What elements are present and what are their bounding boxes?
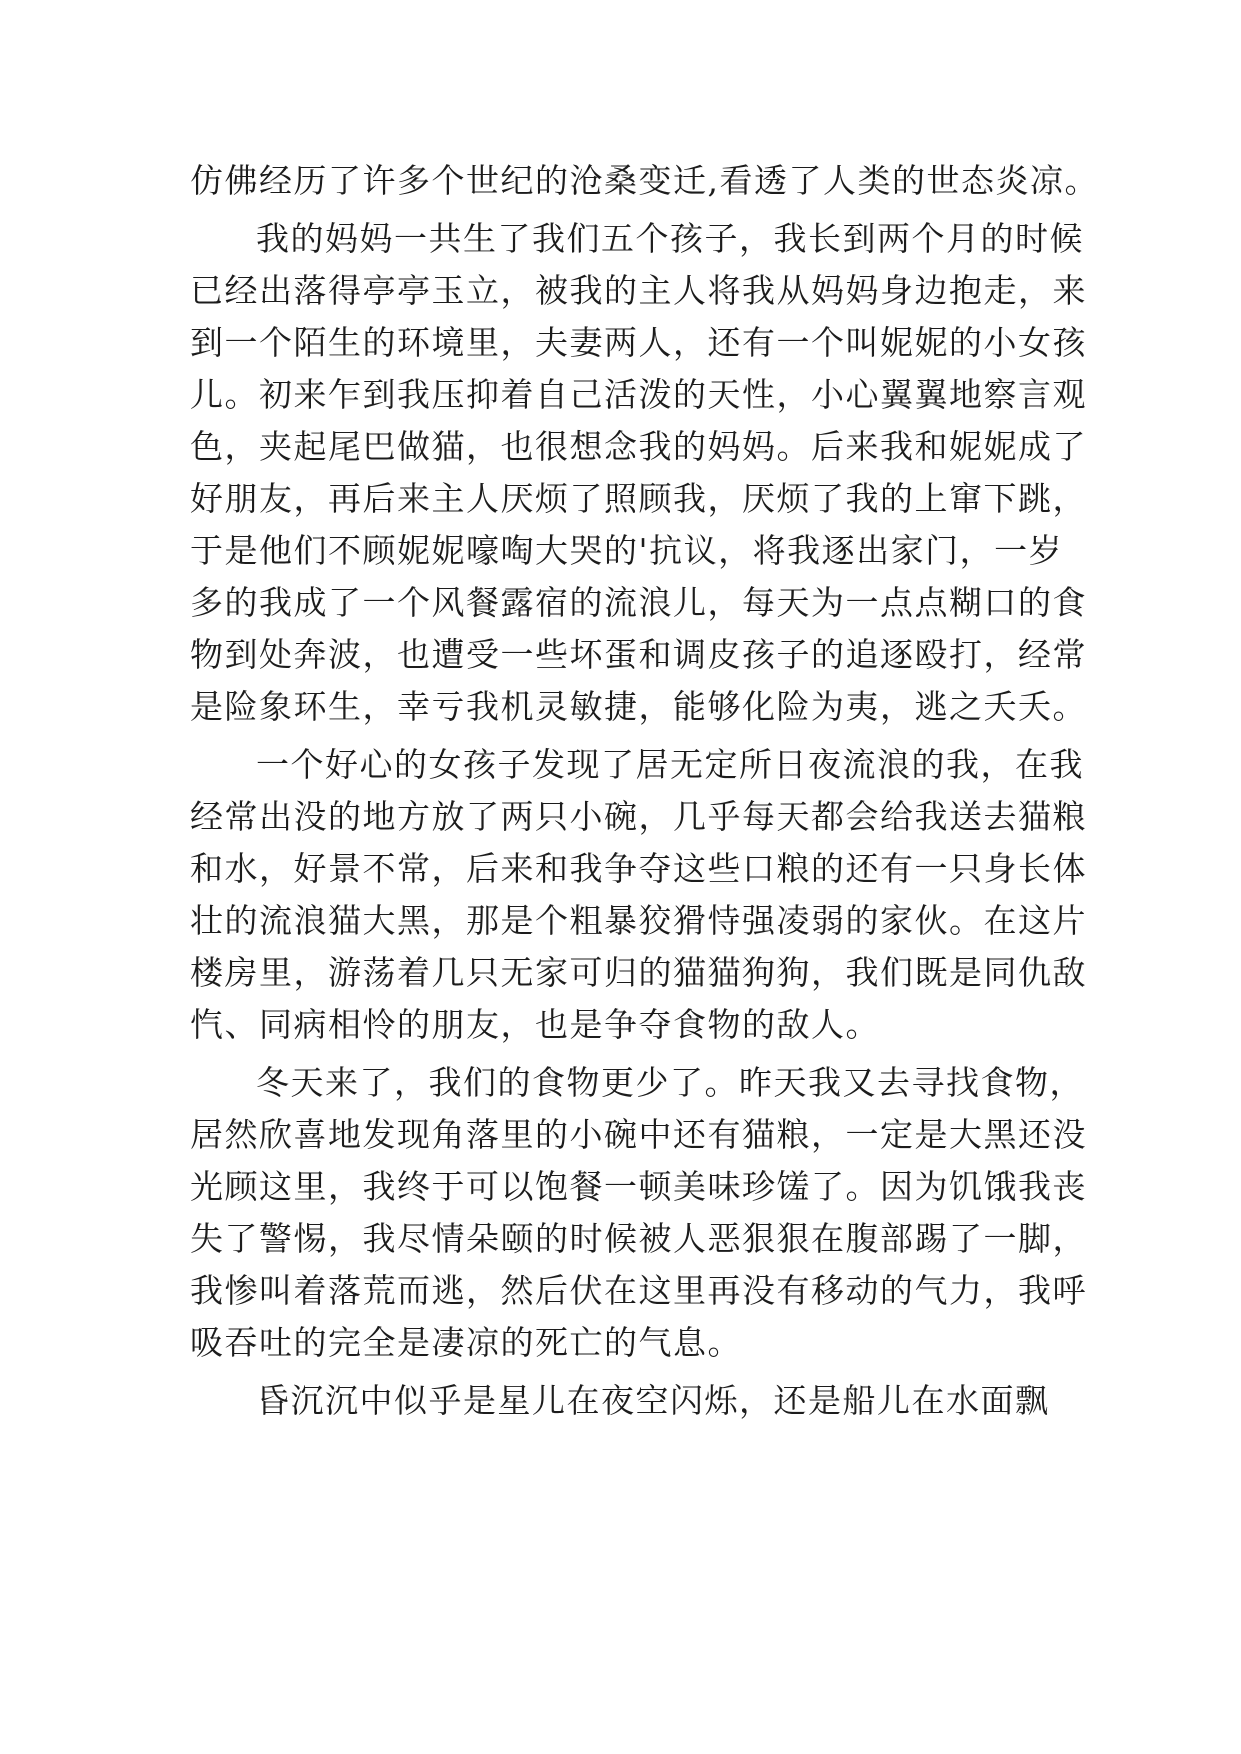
text-line: 吸吞吐的完全是凄凉的死亡的气息。 [190,1323,742,1362]
paragraph [190,739,1087,1051]
text-line: 我的妈妈一共生了我们五个孩子，我长到两个月的时候 [256,219,1084,258]
paragraph [190,1057,1087,1369]
text-line: 楼房里，游荡着几只无家可归的猫猫狗狗，我们既是同仇敌 [190,953,1087,992]
text-line: 冬天来了，我们的食物更少了。昨天我又去寻找食物， [256,1063,1084,1102]
text-line: 和水，好景不常，后来和我争夺这些口粮的还有一只身长体 [190,849,1087,888]
text-line: 忾、同病相怜的朋友，也是争夺食物的敌人。 [190,1005,880,1044]
text-line: 到一个陌生的环境里，夫妻两人，还有一个叫妮妮的小女孩 [190,323,1087,362]
document-body [190,155,1099,1427]
text-line: 我惨叫着落荒而逃，然后伏在这里再没有移动的气力，我呼 [190,1271,1087,1310]
text-line: 已经出落得亭亭玉立，被我的主人将我从妈妈身边抱走，来 [190,271,1087,310]
text-line: 儿。初来乍到我压抑着自己活泼的天性，小心翼翼地察言观 [190,375,1087,414]
text-line: 昏沉沉中似乎是星儿在夜空闪烁，还是船儿在水面飘 [256,1381,1050,1420]
text-line: 失了警惕，我尽情朵颐的时候被人恶狠狠在腹部踢了一脚， [190,1219,1087,1258]
paragraph [190,213,1087,733]
paragraph [190,1375,1070,1427]
text-line: 居然欣喜地发现角落里的小碗中还有猫粮，一定是大黑还没 [190,1115,1087,1154]
text-line: 一个好心的女孩子发现了居无定所日夜流浪的我，在我 [256,745,1084,784]
text-line: 色，夹起尾巴做猫，也很想念我的妈妈。后来我和妮妮成了 [190,427,1087,466]
text-line: 经常出没的地方放了两只小碗，几乎每天都会给我送去猫粮 [190,797,1087,836]
text-line: 于是他们不顾妮妮嚎啕大哭的'抗议，将我逐出家门，一岁 [190,531,1064,570]
text-line: 是险象环生，幸亏我机灵敏捷，能够化险为夷，逃之夭夭。 [190,687,1087,726]
text-line: 光顾这里，我终于可以饱餐一顿美味珍馐了。因为饥饿我丧 [190,1167,1087,1206]
text-line: 壮的流浪猫大黑，那是个粗暴狡猾恃强凌弱的家伙。在这片 [190,901,1087,940]
text-line: 好朋友，再后来主人厌烦了照顾我，厌烦了我的上窜下跳， [190,479,1087,518]
text-line: 仿佛经历了许多个世纪的沧桑变迁,看透了人类的世态炎凉。 [190,161,1099,200]
text-line: 多的我成了一个风餐露宿的流浪儿，每天为一点点糊口的食 [190,583,1087,622]
text-line: 物到处奔波，也遭受一些坏蛋和调皮孩子的追逐殴打，经常 [190,635,1087,674]
paragraph [190,155,1099,207]
